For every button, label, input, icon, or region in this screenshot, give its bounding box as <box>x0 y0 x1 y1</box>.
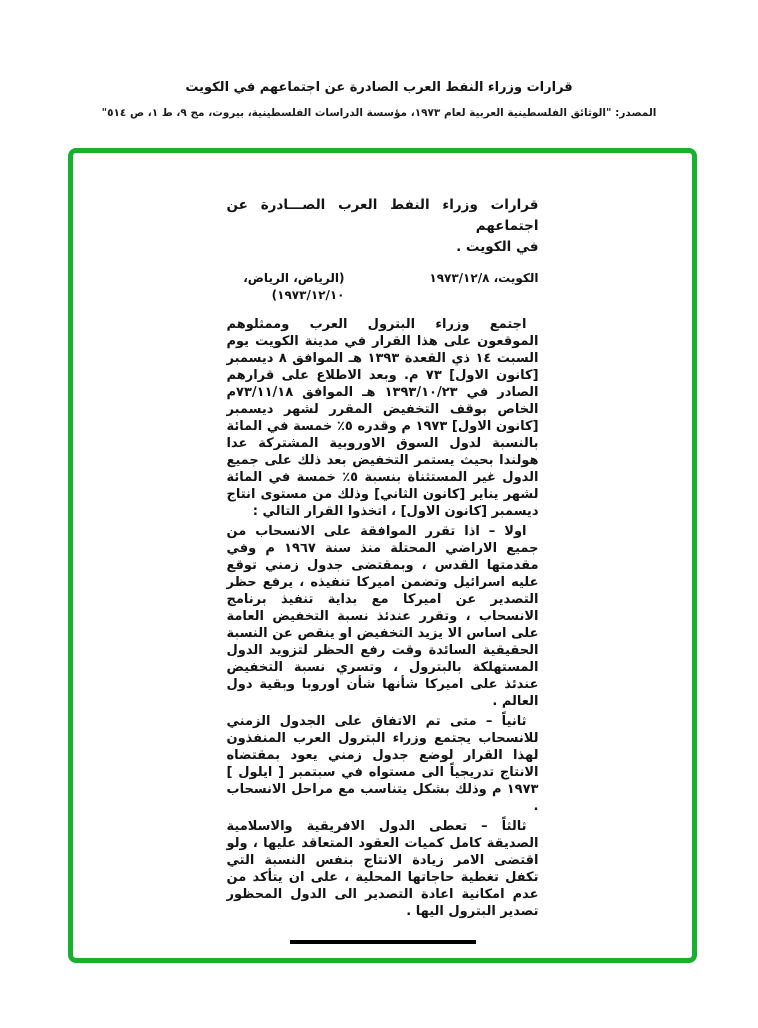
scanned-document <box>227 195 539 944</box>
end-divider <box>290 940 476 944</box>
document-frame <box>68 148 697 963</box>
document-title-line1: قرارات وزراء النفط العرب الصـــادرة عن اجتماعهم <box>226 197 539 234</box>
paragraph-preamble: اجتمع وزراء البترول العرب وممثلوهم الموقعون على هذا القرار في مدينة الكويت يوم السبت ١٤ ذي القعدة ١٣٩٣ هـ الموافق ٨ ديسمبر [كانون الاول] ٧٣ م. وبعد الاطلاع على قرارهم الصادر في ١٣٩٣/١٠/٢٣ هـ الموافق ٧٣/١١/١٨م الخاص بوقف التخفيض المقرر لشهر ديسمبر [كانون الاول] ١٩٧٣ م وقدره ٥٪ خمسة في المائة بالنسبة لدول السوق الاوروبية المشتركة عدا هولندا بحيث يستمر التخفيض بعد ذلك على جميع الدول غير المستثناة بنسبة ٥٪ خمسة في المائة لشهر يناير [كانون الثاني] وذلك من مستوى انتاج ديسمبر [كانون الاول] ، اتخذوا القرار التالي : <box>226 317 539 519</box>
dateline <box>227 270 539 304</box>
page-header-title: قرارات وزراء النفط العرب الصادرة عن اجتماعهم في الكويت <box>185 80 573 95</box>
document-title-line2: في الكويت . <box>456 239 539 255</box>
paragraph-second-clause: ثانياً – متى تم الاتفاق على الجدول الزمني للانسحاب يجتمع وزراء البترول العرب المنفذون لهذا القرار لوضع جدول زمني يعود بمقتضاه الانتاج تدريجياً الى مستواه في سبتمبر [ ايلول ] ١٩٧٣ م وذلك بشكل يتناسب مع مراحل الانسحاب . <box>226 714 539 814</box>
paragraph-third-clause: ثالثاً – تعطى الدول الافريقية والاسلامية الصديقة كامل كميات العقود المتعاقد عليها ، ولو اقتضى الامر زيادة الانتاج بنفس النسبة التي تكفل تغطية حاجاتها المحلية ، على ان يتأكد من عدم امكانية اعادة التصدير الى الدول المحظور تصدير البترول اليها . <box>226 819 539 919</box>
paragraph-first-clause: اولا – اذا تقرر الموافقة على الانسحاب من جميع الاراضي المحتلة منذ سنة ١٩٦٧ م وفي مقدمتها القدس ، وبمقتضى جدول زمني توقع عليه اسرائيل وتضمن اميركا تنفيذه ، يرفع حظر التصدير عن اميركا مع بداية تنفيذ برنامج الانسحاب ، وتقرر عندئذ نسبة التخفيض العامة على اساس الا يزيد التخفيض او ينقص عن النسبة الحقيقية السائدة وقت رفع الحظر لتزويد الدول المستهلكة بالبترول ، وتسري نسبة التخفيض عندئذ على اميركا شأنها شأن اوروبا وبقية دول العالم . <box>226 524 539 709</box>
source-citation: المصدر: "الوثائق الفلسطينية العربية لعام ١٩٧٣، مؤسسة الدراسات الفلسطينية، بيروت، مج ٩، ط ١، ص ٥١٤" <box>101 107 657 119</box>
dateline-place-date: الكويت، ١٩٧٣/١٢/٨ <box>429 271 539 285</box>
dateline-source-ref: (الرياض، الرياض، ١٩٧٣/١٢/١٠) <box>243 271 345 302</box>
document-title <box>227 195 539 258</box>
